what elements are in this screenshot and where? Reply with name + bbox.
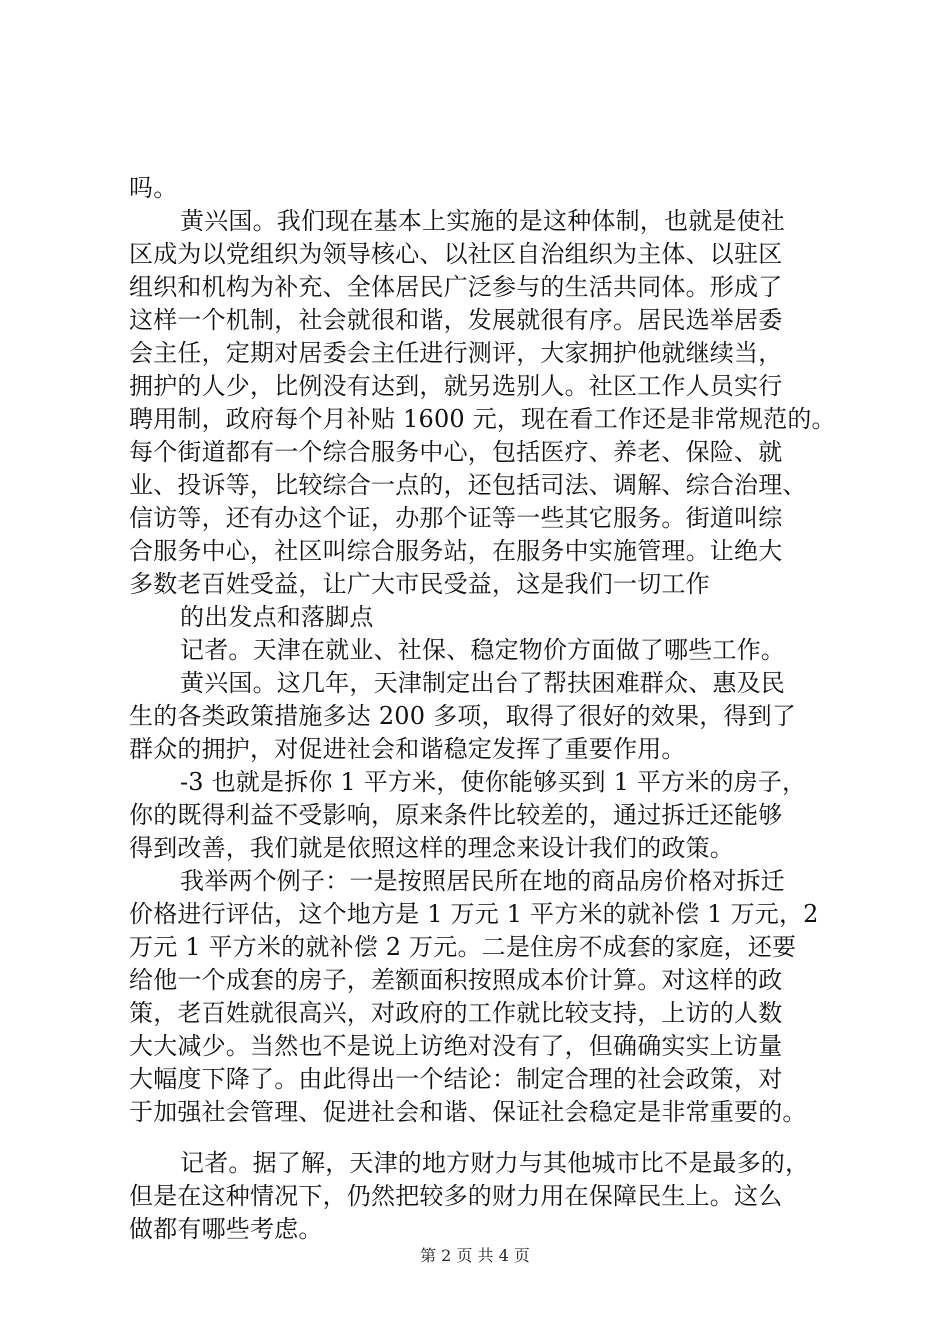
text-line: 会主任，定期对居委会主任进行测评，大家拥护他就继续当，: [129, 339, 783, 367]
text-line: 但是在这种情况下，仍然把较多的财力用在保障民生上。这么: [129, 1182, 783, 1210]
text-line: 做都有哪些考虑。: [129, 1215, 323, 1243]
text-line: 的出发点和落脚点: [180, 603, 374, 631]
text-line: 生的各类政策措施多达 200 多项，取得了很好的效果，得到了: [129, 702, 797, 730]
text-line: 这样一个机制，社会就很和谐，发展就很有序。居民选举居委: [129, 306, 783, 334]
text-line: 价格进行评估，这个地方是 1 万元 1 平方米的就补偿 1 万元，2: [129, 900, 819, 928]
text-line: 得到改善，我们就是依照这样的理念来设计我们的政策。: [129, 834, 734, 862]
text-line: 组织和机构为补充、全体居民广泛参与的生活共同体。形成了: [129, 273, 783, 301]
text-line: 合服务中心，社区叫综合服务站，在服务中实施管理。让绝大: [129, 537, 783, 565]
text-line: 吗。: [129, 174, 178, 202]
text-line: 记者。天津在就业、社保、稳定物价方面做了哪些工作。: [180, 636, 785, 664]
text-line: 黄兴国。这几年，天津制定出台了帮扶困难群众、惠及民: [180, 669, 785, 697]
text-line: 拥护的人少，比例没有达到，就另选别人。社区工作人员实行: [129, 372, 783, 400]
text-line: 黄兴国。我们现在基本上实施的是这种体制，也就是使社: [180, 207, 785, 235]
text-line: 记者。据了解，天津的地方财力与其他城市比不是最多的，: [180, 1149, 810, 1177]
text-line: 你的既得利益不受影响，原来条件比较差的，通过拆迁还能够: [129, 801, 783, 829]
text-line: 万元 1 平方米的就补偿 2 万元。二是住房不成套的家庭，还要: [129, 933, 797, 961]
page-number-footer: 第 2 页 共 4 页: [420, 1246, 530, 1265]
text-line: 给他一个成套的房子，差额面积按照成本价计算。对这样的政: [129, 966, 783, 994]
text-line: 信访等，还有办这个证，办那个证等一些其它服务。街道叫综: [129, 504, 783, 532]
text-line: 群众的拥护，对促进社会和谐稳定发挥了重要作用。: [129, 735, 686, 763]
text-line: 多数老百姓受益，让广大市民受益，这是我们一切工作: [129, 570, 710, 598]
text-line: 大大减少。当然也不是说上访绝对没有了，但确确实实上访量: [129, 1032, 783, 1060]
text-line: -3 也就是拆你 1 平方米，使你能够买到 1 平方米的房子，: [180, 768, 807, 796]
text-line: 业、投诉等，比较综合一点的，还包括司法、调解、综合治理、: [129, 471, 807, 499]
text-line: 每个街道都有一个综合服务中心，包括医疗、养老、保险、就: [129, 438, 783, 466]
text-line: 聘用制，政府每个月补贴 1600 元，现在看工作还是非常规范的。: [129, 405, 836, 433]
text-line: 大幅度下降了。由此得出一个结论：制定合理的社会政策，对: [129, 1065, 783, 1093]
text-line: 我举两个例子：一是按照居民所在地的商品房价格对拆迁: [180, 867, 785, 895]
text-line: 于加强社会管理、促进社会和谐、保证社会稳定是非常重要的。: [129, 1098, 807, 1126]
text-line: 区成为以党组织为领导核心、以社区自治组织为主体、以驻区: [129, 240, 783, 268]
text-line: 策，老百姓就很高兴，对政府的工作就比较支持，上访的人数: [129, 999, 783, 1027]
